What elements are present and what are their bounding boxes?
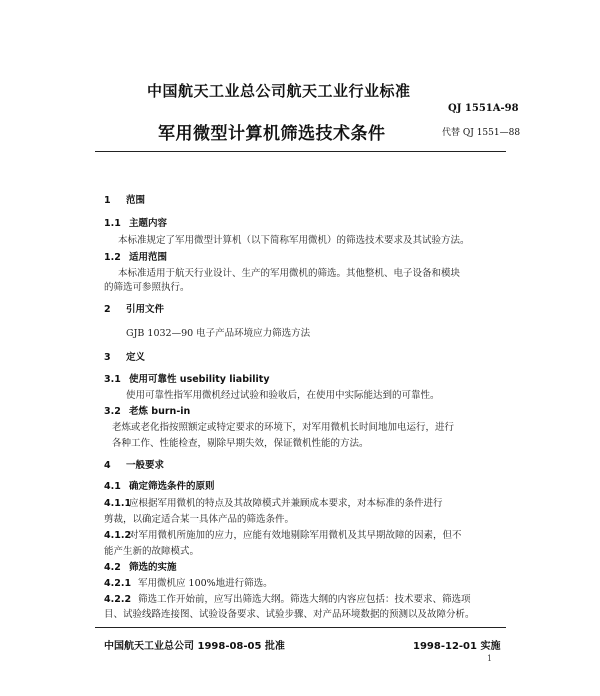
subsection-heading: 1.2 适用范围	[104, 252, 168, 263]
standard-code: QJ 1551A-98	[448, 103, 519, 114]
issued-date: 中国航天工业总公司 1998-08-05 批准	[104, 641, 285, 652]
footer-divider	[95, 627, 506, 628]
org-standard-heading: 中国航天工业总公司航天工业行业标准	[147, 82, 411, 100]
subsection-heading: 3.2 老炼 burn-in	[104, 406, 191, 417]
clause-item: 4.2.1 军用微机应 100%地进行筛选。	[104, 578, 273, 589]
paragraph: 本标准规定了军用微型计算机（以下简称军用微机）的筛选技术要求及其试验方法。	[118, 235, 470, 246]
replaces-note: 代替 QJ 1551—88	[442, 128, 521, 138]
section-heading: 2 引用文件	[104, 304, 165, 315]
paragraph: 能产生新的故障模式。	[104, 546, 200, 557]
paragraph: 本标准适用于航天行业设计、生产的军用微机的筛选。其他整机、电子设备和模块	[118, 268, 461, 279]
subsection-heading: 4.2 筛选的实施	[104, 562, 177, 573]
paragraph: 老炼或老化指按照额定或特定要求的环境下，对军用微机长时间地加电运行，进行	[112, 422, 455, 433]
paragraph: 目、试验线路连接图、试验设备要求、试验步骤、对产品环境数据的预测以及故障分析。	[104, 609, 475, 620]
effective-date: 1998-12-01 实施	[413, 641, 501, 652]
clause-item: 4.1.1应根据军用微机的特点及其故障模式并兼顾成本要求，对本标准的条件进行	[104, 498, 443, 509]
paragraph: 使用可靠性指军用微机经过试验和验收后，在使用中实际能达到的可靠性。	[126, 390, 440, 401]
section-heading: 4 一般要求	[104, 460, 165, 471]
header-divider	[95, 151, 506, 152]
section-heading: 3 定义	[104, 352, 146, 363]
clause-item: 4.1.2对军用微机所施加的应力，应能有效地剔除军用微机及其早期故障的因素，但不	[104, 530, 462, 541]
page-number: 1	[487, 654, 493, 663]
subsection-heading: 3.1 使用可靠性 usebility liability	[104, 374, 270, 385]
paragraph: 各种工作、性能检查，剔除早期失效，保证微机性能的方法。	[112, 438, 369, 449]
reference-item: GJB 1032—90 电子产品环境应力筛选方法	[126, 328, 311, 339]
paragraph: 剪裁，以确定适合某一具体产品的筛选条件。	[104, 514, 295, 525]
subsection-heading: 4.1 确定筛选条件的原则	[104, 481, 215, 492]
document-title: 军用微型计算机筛选技术条件	[158, 124, 386, 144]
subsection-heading: 1.1 主题内容	[104, 218, 168, 229]
section-heading: 1 范围	[104, 195, 146, 206]
paragraph: 的筛选可参照执行。	[104, 282, 190, 293]
clause-item: 4.2.2 筛选工作开始前，应写出筛选大纲。筛选大纲的内容应包括：技术要求、筛选项	[104, 594, 471, 605]
